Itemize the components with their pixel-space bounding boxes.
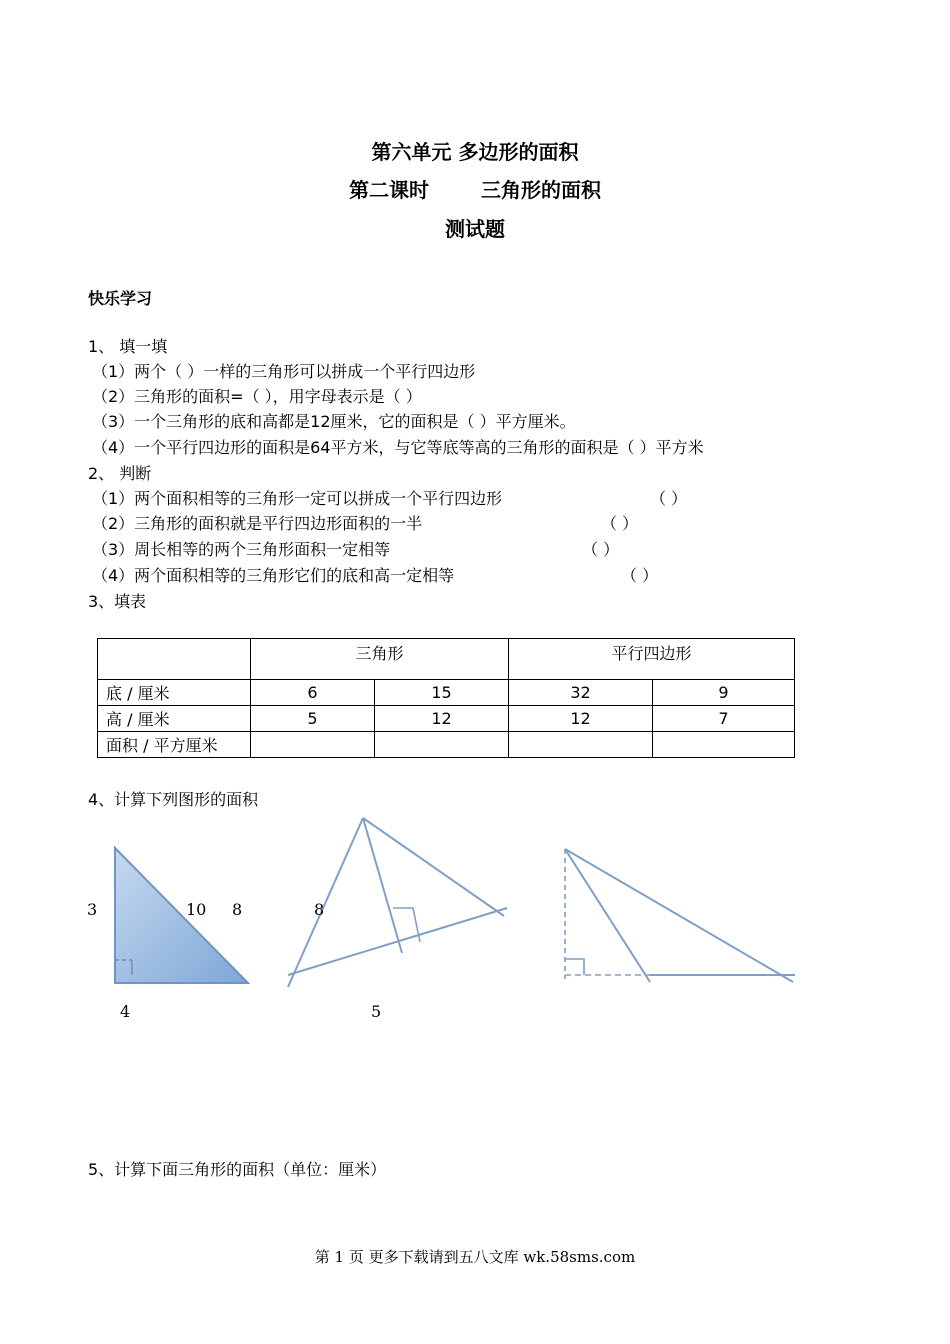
judge-paren: （ ） <box>650 489 688 508</box>
row-label: 底 / 厘米 <box>98 680 251 706</box>
q2-item: （4）两个面积相等的三角形它们的底和高一定相等 <box>92 566 455 585</box>
q2-item: （3）周长相等的两个三角形面积一定相等 <box>92 540 391 559</box>
q2-item: （2）三角形的面积就是平行四边形面积的一半 <box>92 514 423 533</box>
q2-item: （1）两个面积相等的三角形一定可以拼成一个平行四边形 <box>92 489 503 508</box>
lesson-name: 三角形的面积 <box>481 178 601 202</box>
page-footer: 第 1 页 更多下载请到五八文库 wk.58sms.com <box>314 1248 636 1266</box>
section-title: 快乐学习 <box>88 289 153 308</box>
table-cell: 5 <box>251 706 375 732</box>
table-cell: 9 <box>653 680 795 706</box>
figure-label: 8 <box>314 900 325 919</box>
table-cell: 15 <box>375 680 509 706</box>
figure-label: 5 <box>371 1002 382 1021</box>
q1-item: （3）一个三角形的底和高都是12厘米，它的面积是（ ）平方厘米。 <box>92 412 576 431</box>
q5-title: 5、计算下面三角形的面积（单位：厘米） <box>88 1160 387 1179</box>
figure-label: 4 <box>120 1002 131 1021</box>
table-cell: 6 <box>251 680 375 706</box>
figure-label: 10 <box>186 900 207 919</box>
q4-title: 4、计算下列图形的面积 <box>88 790 259 809</box>
table-cell: 12 <box>375 706 509 732</box>
table-cell: 7 <box>653 706 795 732</box>
obtuse-triangle-with-height <box>565 849 795 982</box>
q3-title: 3、填表 <box>88 592 147 611</box>
header-parallelogram: 平行四边形 <box>509 639 795 680</box>
q1-item: （1）两个（ ）一样的三角形可以拼成一个平行四边形 <box>92 362 476 381</box>
row-label: 面积 / 平方厘米 <box>98 732 251 758</box>
row-label: 高 / 厘米 <box>98 706 251 732</box>
q1-item: （2）三角形的面积=（ ），用字母表示是（ ） <box>92 387 422 406</box>
header-triangle: 三角形 <box>251 639 509 680</box>
figure-label: 3 <box>87 900 98 919</box>
unit-title: 第六单元 多边形的面积 <box>371 140 579 164</box>
filled-right-triangle <box>115 848 248 983</box>
table-cell: 12 <box>509 706 653 732</box>
lesson-prefix: 第二课时 <box>349 178 429 202</box>
table-cell: 32 <box>509 680 653 706</box>
judge-paren: （ ） <box>621 566 659 585</box>
q1-item: （4）一个平行四边形的面积是64平方米，与它等底等高的三角形的面积是（ ）平方米 <box>92 438 704 457</box>
test-title: 测试题 <box>445 217 505 241</box>
q2-title: 2、 判断 <box>88 464 152 483</box>
q1-title: 1、 填一填 <box>88 337 168 356</box>
judge-paren: （ ） <box>582 540 620 559</box>
figure-label: 8 <box>232 900 243 919</box>
judge-paren: （ ） <box>601 514 639 533</box>
